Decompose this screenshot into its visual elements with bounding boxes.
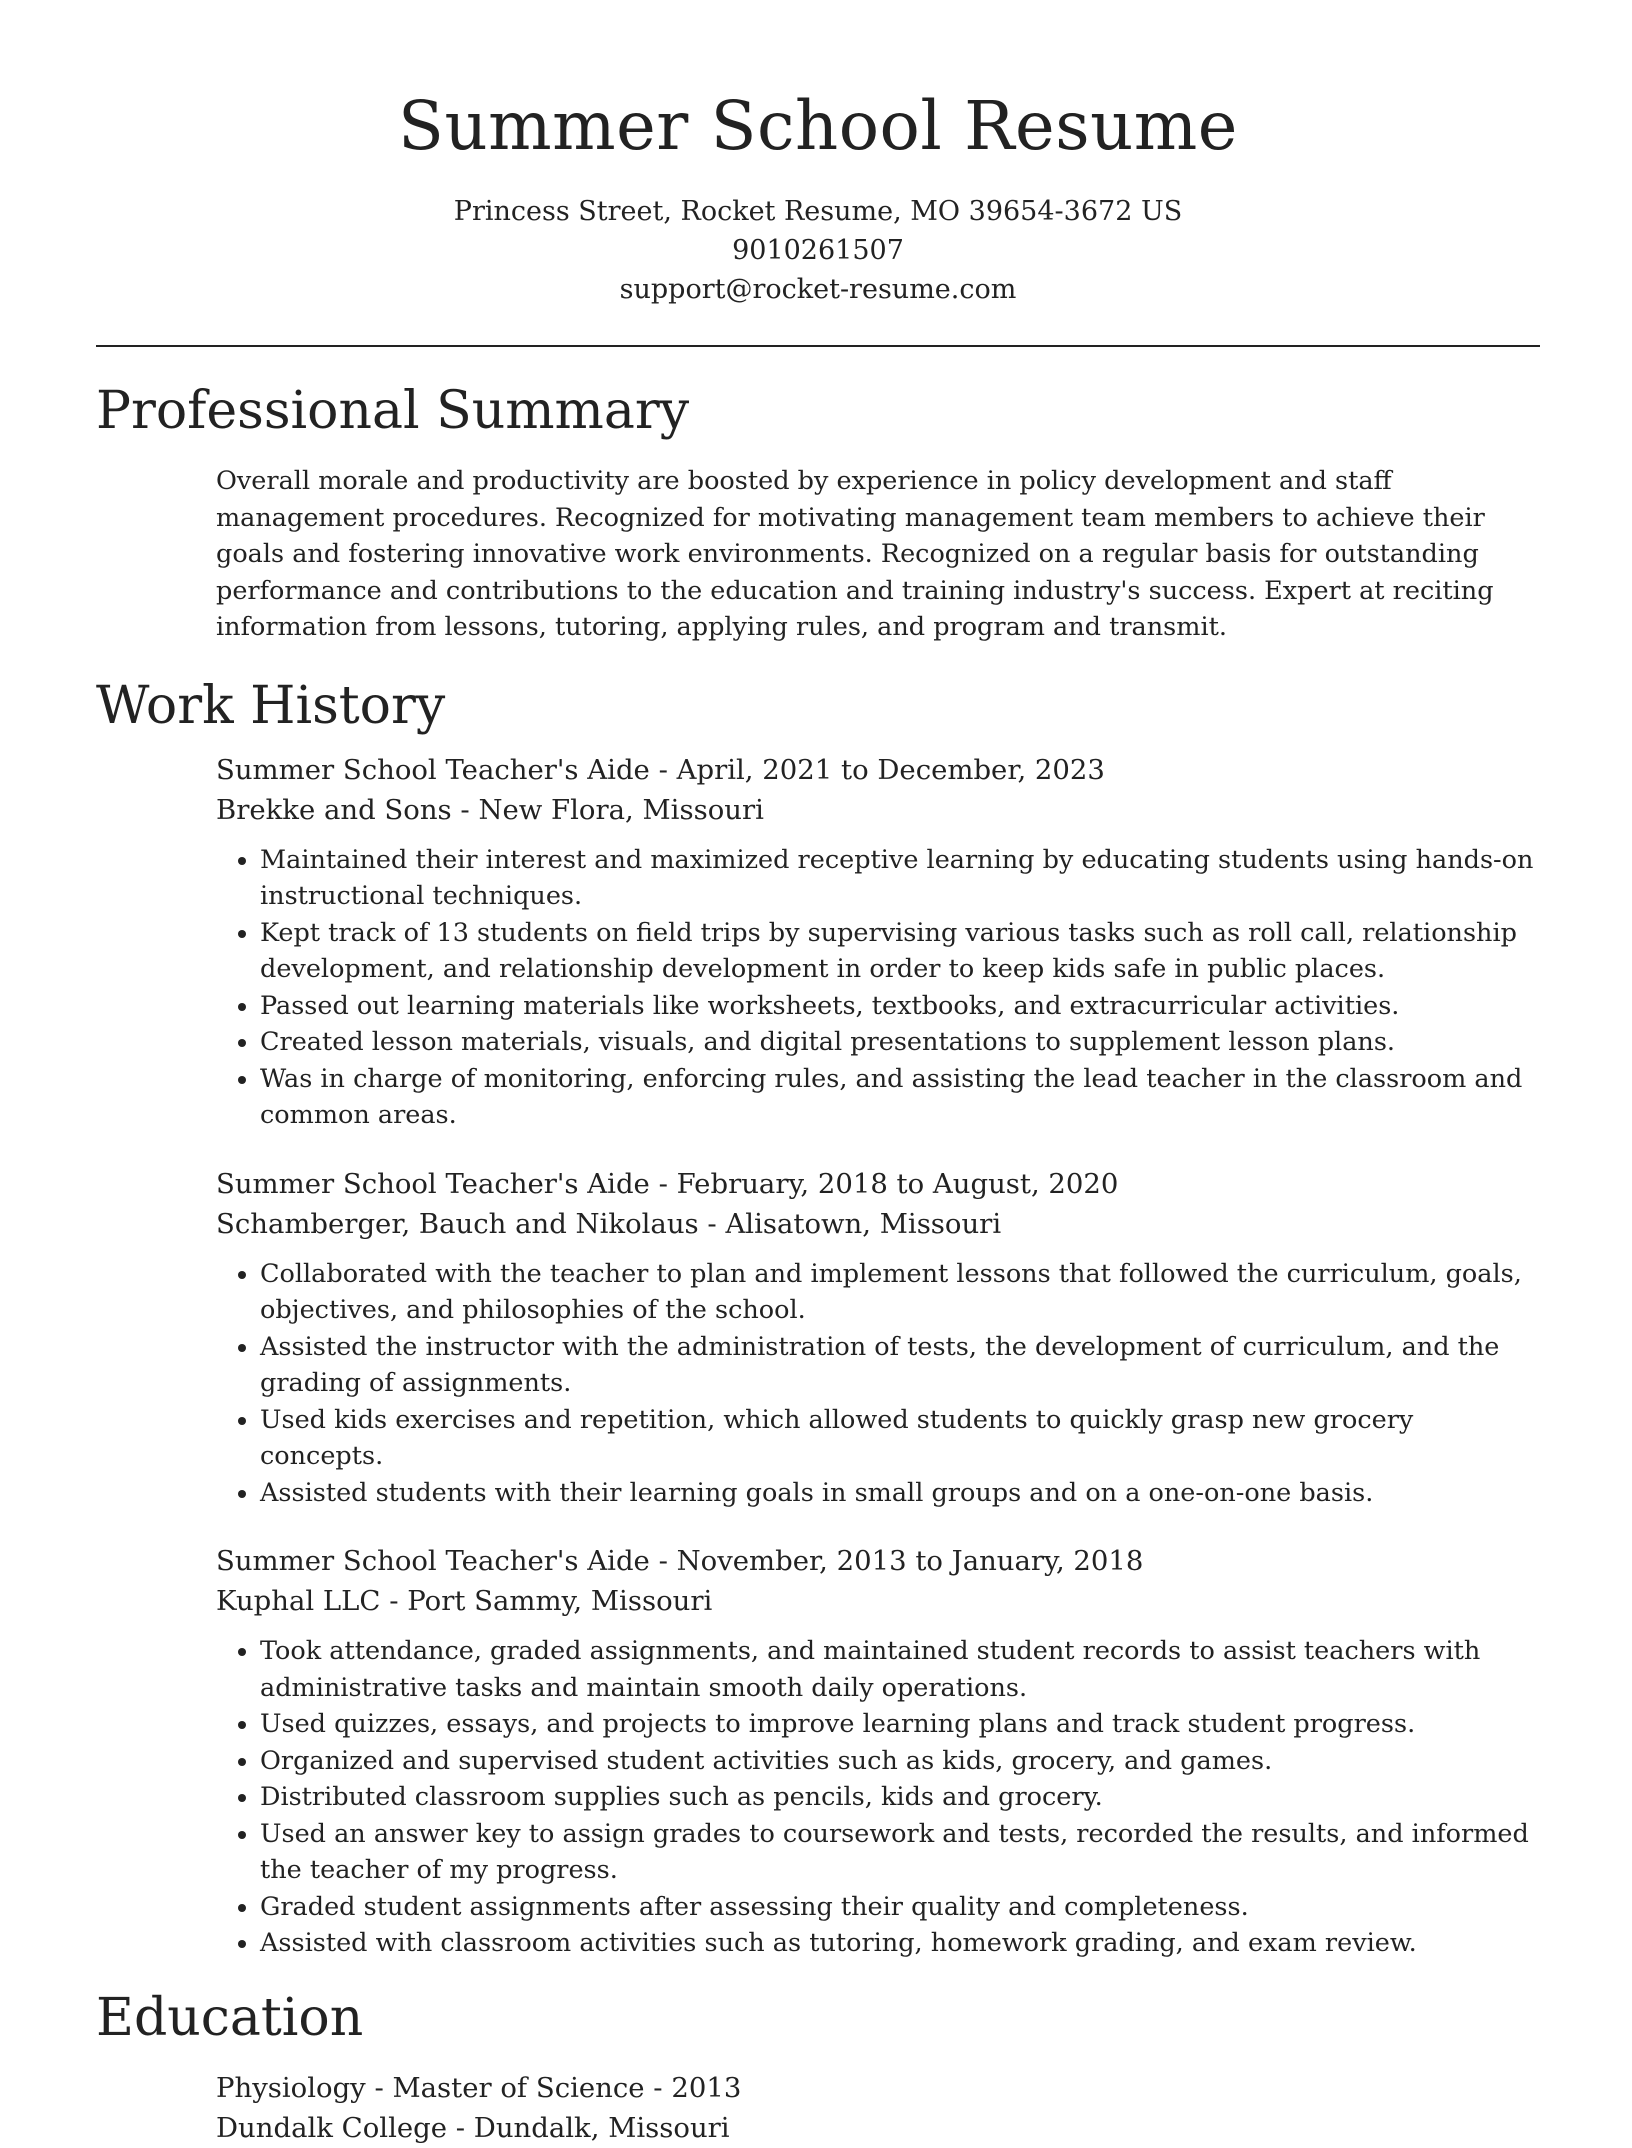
separator: - — [649, 1167, 677, 1200]
education-degree-line — [216, 2068, 1540, 2108]
work-history-heading: Work History — [96, 675, 446, 736]
job-bullet: • Graded student assignments after assessing their quality and completeness. — [260, 1889, 1540, 1926]
job-company-line — [216, 1204, 1540, 1244]
job-bullet: • Collaborated with the teacher to plan and implement lessons that followed the curriculum, goals, objectives, and philosophies of the school. — [260, 1256, 1540, 1329]
job-company: Schamberger, Bauch and Nikolaus — [216, 1207, 699, 1240]
header-divider — [96, 345, 1540, 347]
separator: - — [447, 2111, 474, 2144]
job-bullet: • Used kids exercises and repetition, which allowed students to quickly grasp new grocery concepts. — [260, 1402, 1540, 1475]
address: Princess Street, Rocket Resume, MO 39654-3672 US — [453, 196, 1183, 227]
separator: - — [365, 2071, 393, 2104]
phone: 9010261507 — [732, 235, 904, 266]
job-position: Summer School Teacher's Aide — [216, 753, 650, 786]
summary-heading: Professional Summary — [96, 381, 690, 441]
separator: - — [649, 1545, 677, 1577]
summary-text: Overall morale and productivity are boosted by experience in policy development and staff management procedures. Recognized for motivating management team members to achieve their goals and fostering innovative work environments. Recognized on a regular basis for outstanding performance and contributions to the education and training industry's success. Expert at reciting information from lessons, tutoring, applying rules, and program and transmit. — [216, 466, 1494, 642]
job-location: Port Sammy, Missouri — [407, 1585, 713, 1617]
education-school-line — [216, 2108, 1540, 2148]
job-bullet: • Took attendance, graded assignments, and maintained student records to assist teachers with administrative tasks and maintain smooth daily operations. — [260, 1633, 1540, 1706]
job-bullet: • Used an answer key to assign grades to coursework and tests, recorded the results, and informed the teacher of my progress. — [260, 1816, 1540, 1889]
job-position: Summer School Teacher's Aide — [216, 1167, 650, 1200]
separator: - — [649, 753, 677, 786]
job-bullet: • Assisted with classroom activities such as tutoring, homework grading, and exam review. — [260, 1925, 1540, 1962]
separator: - — [698, 1207, 726, 1240]
job-location: Alisatown, Missouri — [725, 1207, 1002, 1240]
job-bullets — [216, 842, 1540, 1134]
education-year: 2013 — [671, 2071, 742, 2104]
job-bullet: • Organized and supervised student activities such as kids, grocery, and games. — [260, 1743, 1540, 1780]
job-dates: February, 2018 to August, 2020 — [676, 1167, 1119, 1200]
job-bullet: • Kept track of 13 students on field trips by supervising various tasks such as roll call, relationship development, and relationship development in order to keep kids safe in public places. — [260, 915, 1540, 988]
education-field: Physiology — [216, 2071, 366, 2104]
job-entry — [216, 750, 1540, 1134]
job-company-line — [216, 1581, 1540, 1621]
job-entry — [216, 1541, 1540, 1962]
job-dates: April, 2021 to December, 2023 — [676, 753, 1105, 786]
job-dates: November, 2013 to January, 2018 — [676, 1545, 1144, 1577]
resume-page — [96, 0, 1540, 2148]
job-bullet: • Passed out learning materials like worksheets, textbooks, and extracurricular activities. — [260, 988, 1540, 1025]
job-bullet: • Assisted students with their learning goals in small groups and on a one-on-one basis. — [260, 1475, 1540, 1512]
education-school: Dundalk College — [216, 2111, 448, 2144]
job-bullet: • Distributed classroom supplies such as pencils, kids and grocery. — [260, 1779, 1540, 1816]
job-bullet: • Created lesson materials, visuals, and digital presentations to supplement lesson plans. — [260, 1024, 1540, 1061]
resume-title: Summer School Resume — [398, 87, 1238, 165]
job-position: Summer School Teacher's Aide — [216, 1545, 650, 1577]
job-entry — [216, 1164, 1540, 1512]
job-company: Brekke and Sons — [216, 793, 452, 826]
education-location: Dundalk, Missouri — [473, 2111, 730, 2144]
job-bullets — [216, 1633, 1540, 1962]
job-company: Kuphal LLC — [216, 1585, 381, 1617]
separator: - — [380, 1585, 408, 1617]
education-degree: Master of Science — [392, 2071, 645, 2104]
job-bullet: • Was in charge of monitoring, enforcing rules, and assisting the lead teacher in the classroom and common areas. — [260, 1061, 1540, 1134]
separator: - — [451, 793, 479, 826]
education-heading: Education — [96, 1987, 364, 2048]
job-bullet: • Maintained their interest and maximized receptive learning by educating students using hands-on instructional techniques. — [260, 842, 1540, 915]
education-entry — [216, 2068, 1540, 2148]
job-bullets — [216, 1256, 1540, 1512]
contact-block — [96, 192, 1540, 309]
job-title-line — [216, 1164, 1540, 1204]
job-bullet: • Used quizzes, essays, and projects to improve learning plans and track student progress. — [260, 1706, 1540, 1743]
separator: - — [644, 2071, 672, 2104]
job-company-line — [216, 790, 1540, 830]
email: support@rocket-resume.com — [619, 274, 1017, 305]
job-title-line — [216, 1541, 1540, 1581]
job-location: New Flora, Missouri — [478, 793, 764, 826]
job-title-line — [216, 750, 1540, 790]
job-bullet: • Assisted the instructor with the administration of tests, the development of curriculum, and the grading of assignments. — [260, 1329, 1540, 1402]
